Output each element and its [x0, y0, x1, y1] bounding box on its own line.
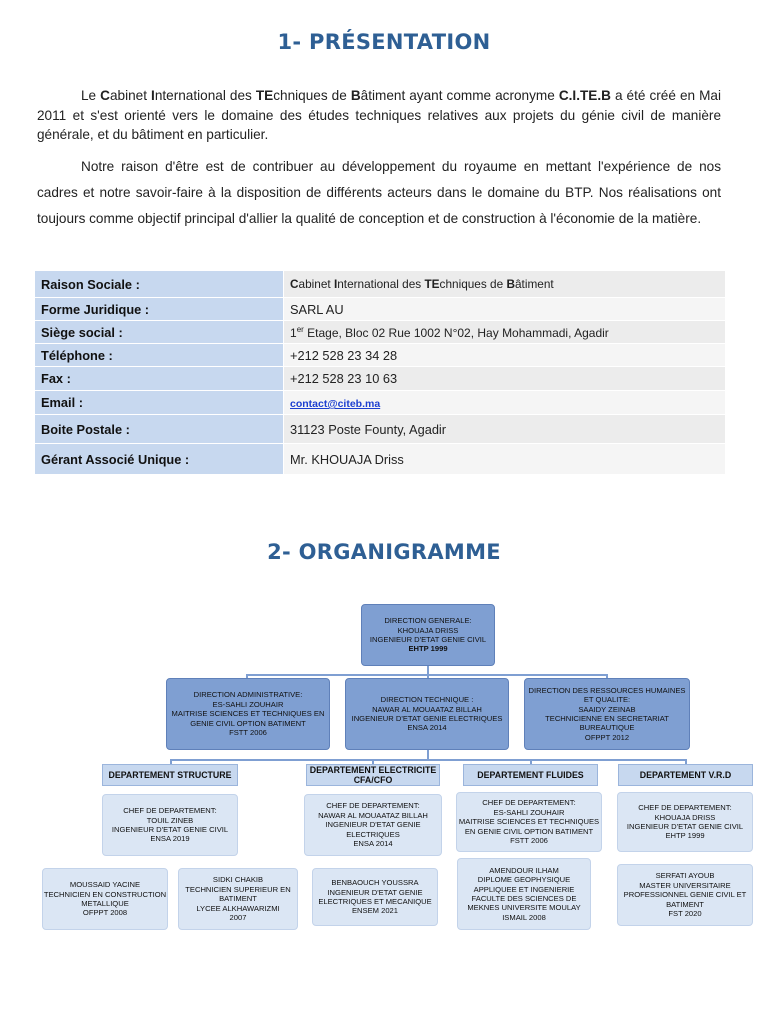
table-row — [35, 415, 726, 444]
org-box-direction-administrative: DIRECTION ADMINISTRATIVE: ES-SAHLI ZOUHAIR MAITRISE SCIENCES ET TECHNIQUES EN GENIE CIVIL OPTION BATIMENT FSTT 2006 — [166, 678, 330, 750]
dept-structure: DEPARTEMENT STRUCTURE — [102, 764, 238, 786]
table-row — [35, 298, 726, 321]
raison-sociale-value: Cabinet International des TEchniques de Bâtiment — [284, 271, 726, 298]
section-title-organigramme: 2- ORGANIGRAMME — [267, 540, 501, 564]
org-box-staff-moussaid: MOUSSAID YACINE TECHNICIEN EN CONSTRUCTION METALLIQUE OFPPT 2008 — [42, 868, 168, 930]
email-link[interactable]: contact@citeb.ma — [290, 398, 381, 410]
dept-electricite: DEPARTEMENT ELECTRICITE CFA/CFO — [306, 764, 440, 786]
org-box-chef-structure: CHEF DE DEPARTEMENT: TOUIL ZINEB INGENIEUR D'ETAT GENIE CIVIL ENSA 2019 — [102, 794, 238, 856]
org-box-chef-electricite: CHEF DE DEPARTEMENT: NAWAR AL MOUAATAZ BILLAH INGENIEUR D'ETAT GENIE ELECTRIQUES ENSA 2014 — [304, 794, 442, 856]
org-box-direction-technique: DIRECTION TECHNIQUE : NAWAR AL MOUAATAZ BILLAH INGENIEUR D'ETAT GENIE ELECTRIQUES ENSA 2014 — [345, 678, 509, 750]
raison-sociale-label: Raison Sociale : — [35, 271, 284, 298]
org-box-staff-benbaouch: BENBAOUCH YOUSSRA INGENIEUR D'ETAT GENIE ELECTRIQUES ET MECANIQUE ENSEM 2021 — [312, 868, 438, 926]
boite-postale-value: 31123 Poste Founty, Agadir — [284, 415, 726, 444]
telephone-value: +212 528 23 34 28 — [284, 344, 726, 367]
intro-paragraph-1: Le Cabinet International des TEchniques de Bâtiment ayant comme acronyme C.I.TE.B a été créé en Mai 2011 et s'est orienté vers le domaine des études techniques relatives aux projets du génie civil de manière générale, et du bâtiment en particulier. — [37, 88, 721, 142]
section-title-presentation: 1- PRÉSENTATION — [277, 30, 491, 54]
fax-value: +212 528 23 10 63 — [284, 367, 726, 391]
table-row — [35, 321, 726, 344]
table-row — [35, 444, 726, 475]
connector-line — [170, 759, 686, 761]
telephone-label: Téléphone : — [35, 344, 284, 367]
table-row — [35, 391, 726, 415]
fax-label: Fax : — [35, 367, 284, 391]
gerant-label: Gérant Associé Unique : — [35, 444, 284, 475]
boite-postale-label: Boite Postale : — [35, 415, 284, 444]
org-box-direction-generale: DIRECTION GENERALE: KHOUAJA DRISS INGENIEUR D'ETAT GENIE CIVIL EHTP 1999 — [361, 604, 495, 666]
org-box-chef-vrd: CHEF DE DEPARTEMENT: KHOUAJA DRISS INGENIEUR D'ETAT GENIE CIVIL EHTP 1999 — [617, 792, 753, 852]
dept-vrd: DEPARTEMENT V.R.D — [618, 764, 753, 786]
dept-fluides: DEPARTEMENT FLUIDES — [463, 764, 598, 786]
company-info-table — [34, 270, 726, 475]
table-row — [35, 367, 726, 391]
org-box-staff-serfati: SERFATI AYOUB MASTER UNIVERSITAIRE PROFESSIONNEL GENIE CIVIL ET BATIMENT FST 2020 — [617, 864, 753, 926]
gerant-value: Mr. KHOUAJA Driss — [284, 444, 726, 475]
forme-juridique-label: Forme Juridique : — [35, 298, 284, 321]
table-row — [35, 271, 726, 298]
siege-social-value: 1er Etage, Bloc 02 Rue 1002 N°02, Hay Mohammadi, Agadir — [284, 321, 726, 344]
table-row — [35, 344, 726, 367]
siege-social-label: Siège social : — [35, 321, 284, 344]
forme-juridique-value: SARL AU — [284, 298, 726, 321]
org-box-staff-amendour: AMENDOUR ILHAM DIPLOME GEOPHYSIQUE APPLIQUEE ET INGENIERIE FACULTE DES SCIENCES DE MEKNES UNIVERSITE MOULAY ISMAIL 2008 — [457, 858, 591, 930]
org-box-chef-fluides: CHEF DE DEPARTEMENT: ES-SAHLI ZOUHAIR MAITRISE SCIENCES ET TECHNIQUES EN GENIE CIVIL OPTION BATIMENT FSTT 2006 — [456, 792, 602, 852]
intro-paragraph-2: Notre raison d'être est de contribuer au développement du royaume en mettant l'expérience de nos cadres et notre savoir-faire à la disposition de différents acteurs dans le domaine du BTP. Nos réalisations ont toujours comme objectif principal d'allier la qualité de conception et de construction à l'économie de la matière. — [37, 159, 721, 226]
org-box-direction-rh: DIRECTION DES RESSOURCES HUMAINES ET QUALITE: SAAIDY ZEINAB TECHNICIENNE EN SECRETARIAT BUREAUTIQUE OFPPT 2012 — [524, 678, 690, 750]
email-label: Email : — [35, 391, 284, 415]
org-box-staff-sidki: SIDKI CHAKIB TECHNICIEN SUPERIEUR EN BATIMENT LYCEE ALKHAWARIZMI 2007 — [178, 868, 298, 930]
